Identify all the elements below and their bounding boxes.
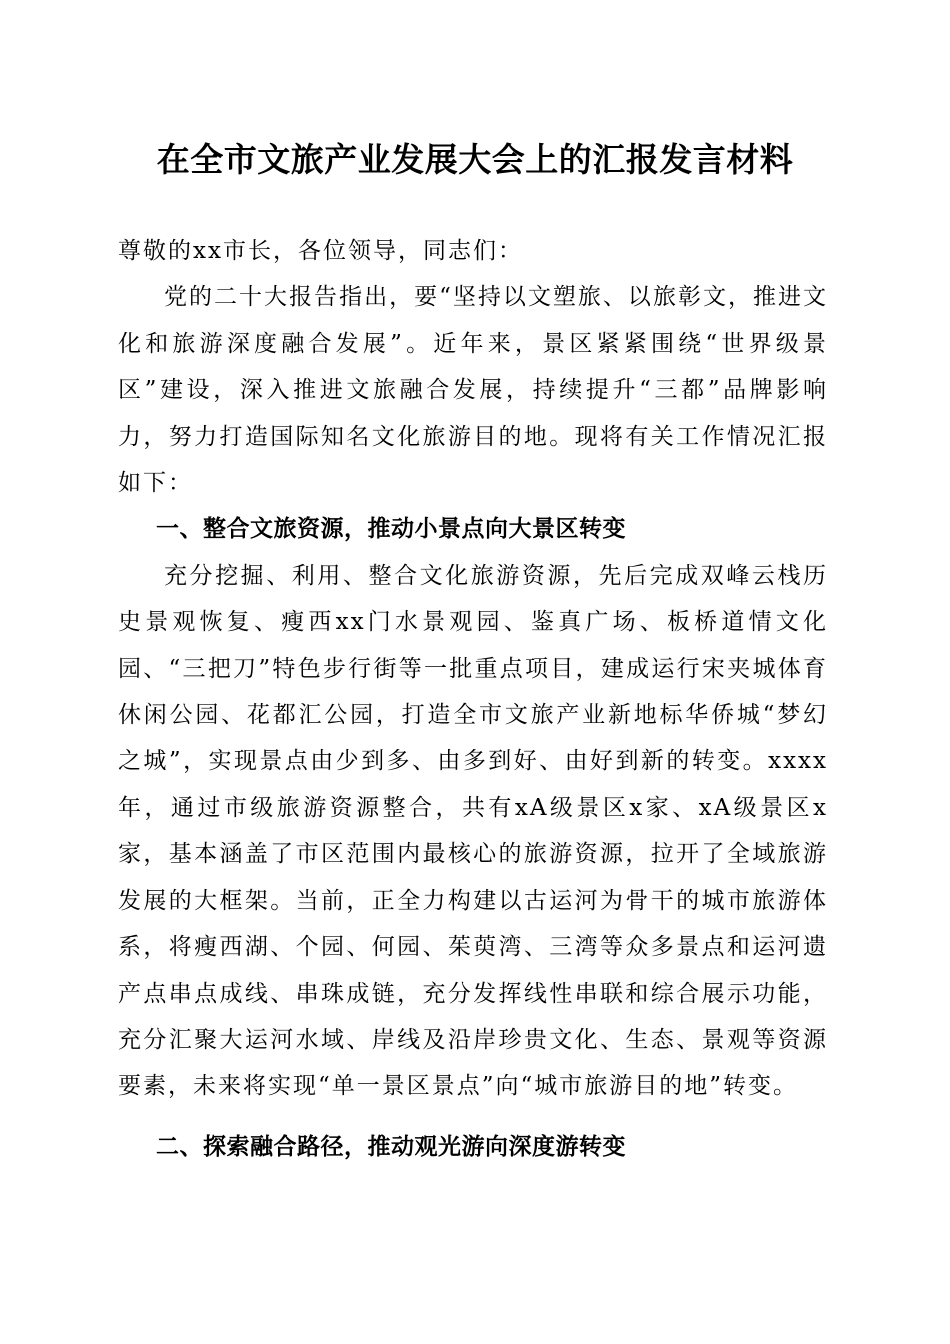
salutation: 尊敬的xx市长，各位领导，同志们： [118, 238, 523, 264]
document-body [118, 228, 828, 1170]
document-title: 在全市文旅产业发展大会上的汇报发言材料 [156, 140, 794, 179]
section-1-paragraph: 充分挖掘、利用、整合文化旅游资源，先后完成双峰云栈历史景观恢复、瘦西xx门水景观园、鉴真广场、板桥道情文化园、“三把刀”特色步行街等一批重点项目，建成运行宋夹城体育休闲公园、花都汇公园，打造全市文旅产业新地标华侨城“梦幻之城”，实现景点由少到多、由多到好、由好到新的转变。xxxx年，通过市级旅游资源整合，共有xA级景区x家、xA级景区x家，基本涵盖了市区范围内最核心的旅游资源，拉开了全域旅游发展的大框架。当前，正全力构建以古运河为骨干的城市旅游体系，将瘦西湖、个园、何园、茱萸湾、三湾等众多景点和运河遗产点串点成线、串珠成链，充分发挥线性串联和综合展示功能，充分汇聚大运河水域、岸线及沿岸珍贵文化、生态、景观等资源要素，未来将实现“单一景区景点”向“城市旅游目的地”转变。 [118, 562, 828, 1100]
section-2-heading: 二、探索融合路径，推动观光游向深度游转变 [155, 1133, 626, 1160]
intro-paragraph: 党的二十大报告指出，要“坚持以文塑旅、以旅彰文，推进文化和旅游深度融合发展”。近年来，景区紧紧围绕“世界级景区”建设，深入推进文旅融合发展，持续提升“三都”品牌影响力，努力打造国际知名文化旅游目的地。现将有关工作情况汇报如下： [118, 284, 828, 497]
section-1-heading: 一、整合文旅资源，推动小景点向大景区转变 [155, 516, 626, 543]
